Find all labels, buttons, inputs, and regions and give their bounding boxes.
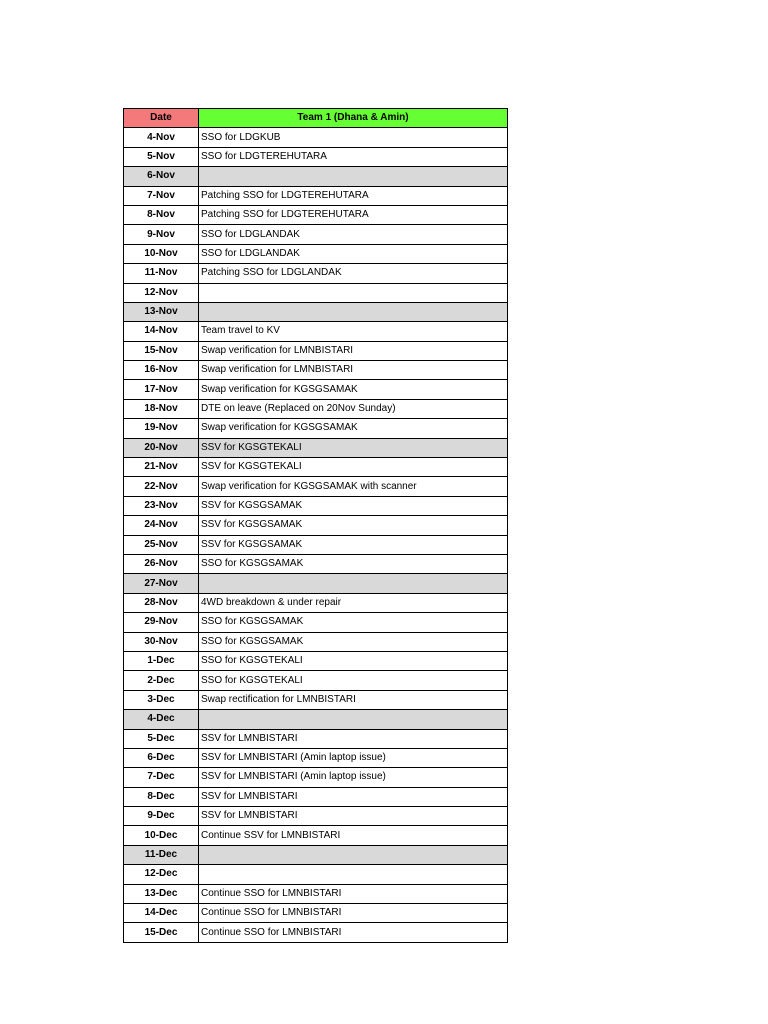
table-row: [124, 167, 508, 186]
task-cell: SSV for LMNBISTARI: [199, 807, 508, 826]
table-row: [124, 361, 508, 380]
table-row: [124, 593, 508, 612]
table-row: [124, 884, 508, 903]
table-row: [124, 904, 508, 923]
table-row: [124, 419, 508, 438]
date-cell: 15-Nov: [124, 341, 199, 360]
task-cell: SSV for KGSGSAMAK: [199, 516, 508, 535]
task-cell: Team travel to KV: [199, 322, 508, 341]
table-row: [124, 341, 508, 360]
task-cell: Swap verification for LMNBISTARI: [199, 361, 508, 380]
date-cell: 20-Nov: [124, 438, 199, 457]
date-cell: 16-Nov: [124, 361, 199, 380]
task-cell: Patching SSO for LDGTEREHUTARA: [199, 186, 508, 205]
table-row: [124, 865, 508, 884]
date-column-header: Date: [124, 109, 199, 128]
date-cell: 4-Dec: [124, 710, 199, 729]
date-cell: 11-Dec: [124, 845, 199, 864]
table-row: [124, 807, 508, 826]
table-row: [124, 690, 508, 709]
table-row: [124, 205, 508, 224]
table-row: [124, 302, 508, 321]
date-cell: 13-Dec: [124, 884, 199, 903]
task-cell: SSO for LDGTEREHUTARA: [199, 147, 508, 166]
date-cell: 26-Nov: [124, 554, 199, 573]
table-row: [124, 380, 508, 399]
table-row: [124, 613, 508, 632]
task-cell: Swap verification for KGSGSAMAK with scanner: [199, 477, 508, 496]
task-cell: SSO for LDGLANDAK: [199, 225, 508, 244]
task-cell: Swap rectification for LMNBISTARI: [199, 690, 508, 709]
task-cell: Swap verification for KGSGSAMAK: [199, 419, 508, 438]
table-row: [124, 671, 508, 690]
task-cell: SSO for KGSGSAMAK: [199, 613, 508, 632]
task-cell: [199, 167, 508, 186]
table-row: [124, 438, 508, 457]
date-cell: 11-Nov: [124, 264, 199, 283]
date-cell: 9-Dec: [124, 807, 199, 826]
task-cell: [199, 865, 508, 884]
task-cell: [199, 574, 508, 593]
task-cell: SSO for KGSGTEKALI: [199, 671, 508, 690]
schedule-table: [123, 108, 508, 943]
table-row: [124, 264, 508, 283]
schedule-body: [124, 128, 508, 942]
table-row: [124, 826, 508, 845]
date-cell: 21-Nov: [124, 458, 199, 477]
date-cell: 5-Dec: [124, 729, 199, 748]
date-cell: 13-Nov: [124, 302, 199, 321]
task-cell: SSO for KGSGTEKALI: [199, 651, 508, 670]
task-cell: Continue SSV for LMNBISTARI: [199, 826, 508, 845]
date-cell: 10-Dec: [124, 826, 199, 845]
table-row: [124, 186, 508, 205]
date-cell: 22-Nov: [124, 477, 199, 496]
task-cell: 4WD breakdown & under repair: [199, 593, 508, 612]
date-cell: 19-Nov: [124, 419, 199, 438]
table-row: [124, 128, 508, 147]
table-row: [124, 458, 508, 477]
table-row: [124, 477, 508, 496]
date-cell: 30-Nov: [124, 632, 199, 651]
task-cell: Continue SSO for LMNBISTARI: [199, 884, 508, 903]
table-row: [124, 923, 508, 942]
date-cell: 7-Dec: [124, 768, 199, 787]
date-cell: 9-Nov: [124, 225, 199, 244]
date-cell: 6-Nov: [124, 167, 199, 186]
task-cell: Swap verification for LMNBISTARI: [199, 341, 508, 360]
table-row: [124, 554, 508, 573]
task-cell: SSO for KGSGSAMAK: [199, 554, 508, 573]
table-row: [124, 845, 508, 864]
table-row: [124, 651, 508, 670]
date-cell: 2-Dec: [124, 671, 199, 690]
table-row: [124, 322, 508, 341]
date-cell: 7-Nov: [124, 186, 199, 205]
task-cell: SSV for LMNBISTARI (Amin laptop issue): [199, 748, 508, 767]
table-row: [124, 516, 508, 535]
date-cell: 12-Nov: [124, 283, 199, 302]
team-column-header: Team 1 (Dhana & Amin): [199, 109, 508, 128]
date-cell: 23-Nov: [124, 496, 199, 515]
date-cell: 5-Nov: [124, 147, 199, 166]
task-cell: Continue SSO for LMNBISTARI: [199, 904, 508, 923]
table-row: [124, 225, 508, 244]
table-row: [124, 632, 508, 651]
table-row: [124, 768, 508, 787]
task-cell: SSO for LDGLANDAK: [199, 244, 508, 263]
table-row: [124, 787, 508, 806]
task-cell: SSV for LMNBISTARI (Amin laptop issue): [199, 768, 508, 787]
table-row: [124, 710, 508, 729]
task-cell: SSV for LMNBISTARI: [199, 729, 508, 748]
date-cell: 24-Nov: [124, 516, 199, 535]
date-cell: 1-Dec: [124, 651, 199, 670]
task-cell: [199, 283, 508, 302]
task-cell: Swap verification for KGSGSAMAK: [199, 380, 508, 399]
task-cell: SSO for KGSGSAMAK: [199, 632, 508, 651]
date-cell: 12-Dec: [124, 865, 199, 884]
date-cell: 10-Nov: [124, 244, 199, 263]
date-cell: 27-Nov: [124, 574, 199, 593]
table-row: [124, 748, 508, 767]
table-row: [124, 244, 508, 263]
task-cell: [199, 710, 508, 729]
task-cell: SSV for KGSGSAMAK: [199, 496, 508, 515]
table-row: [124, 729, 508, 748]
table-row: [124, 147, 508, 166]
table-row: [124, 399, 508, 418]
task-cell: DTE on leave (Replaced on 20Nov Sunday): [199, 399, 508, 418]
task-cell: SSV for KGSGSAMAK: [199, 535, 508, 554]
table-row: [124, 574, 508, 593]
date-cell: 14-Nov: [124, 322, 199, 341]
date-cell: 4-Nov: [124, 128, 199, 147]
task-cell: SSV for KGSGTEKALI: [199, 458, 508, 477]
date-cell: 8-Dec: [124, 787, 199, 806]
date-cell: 15-Dec: [124, 923, 199, 942]
date-cell: 28-Nov: [124, 593, 199, 612]
task-cell: SSV for KGSGTEKALI: [199, 438, 508, 457]
task-cell: Patching SSO for LDGTEREHUTARA: [199, 205, 508, 224]
task-cell: SSV for LMNBISTARI: [199, 787, 508, 806]
task-cell: Continue SSO for LMNBISTARI: [199, 923, 508, 942]
date-cell: 8-Nov: [124, 205, 199, 224]
table-row: [124, 496, 508, 515]
table-row: [124, 535, 508, 554]
table-row: [124, 283, 508, 302]
task-cell: [199, 845, 508, 864]
date-cell: 29-Nov: [124, 613, 199, 632]
date-cell: 3-Dec: [124, 690, 199, 709]
header-row: [124, 109, 508, 128]
date-cell: 17-Nov: [124, 380, 199, 399]
date-cell: 25-Nov: [124, 535, 199, 554]
task-cell: SSO for LDGKUB: [199, 128, 508, 147]
task-cell: Patching SSO for LDGLANDAK: [199, 264, 508, 283]
date-cell: 6-Dec: [124, 748, 199, 767]
date-cell: 18-Nov: [124, 399, 199, 418]
date-cell: 14-Dec: [124, 904, 199, 923]
task-cell: [199, 302, 508, 321]
